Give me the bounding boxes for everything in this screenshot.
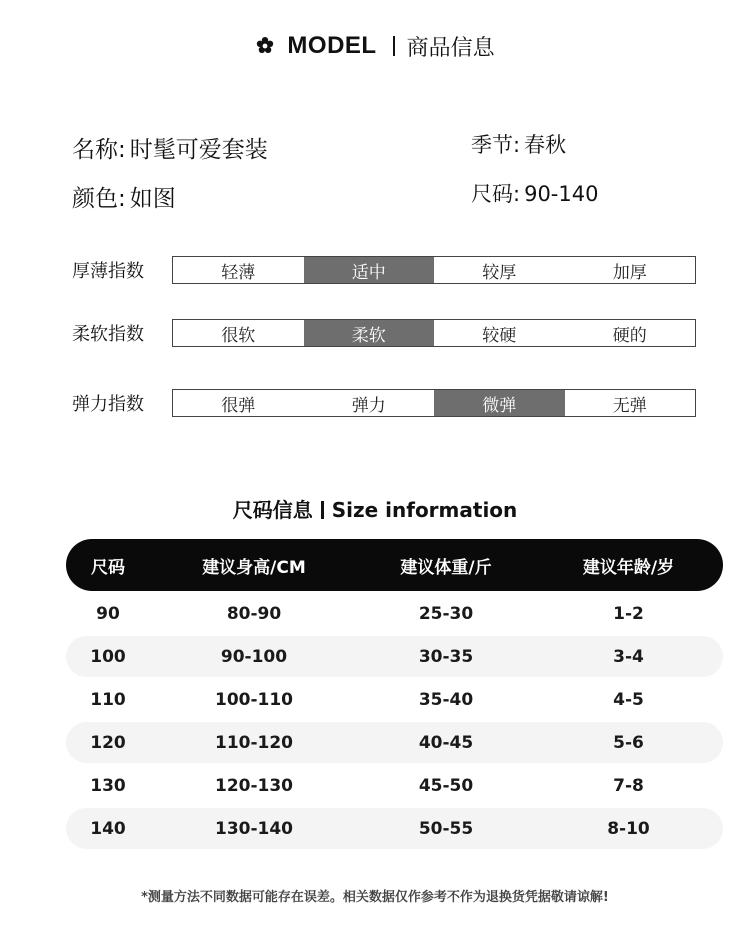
- elasticity-scale-bar: [172, 389, 696, 417]
- scale-option: 硬的: [612, 325, 647, 346]
- size-title-en: Size information: [331, 498, 518, 522]
- info-size-value: 90-140: [524, 182, 599, 206]
- header-size: 尺码: [91, 557, 125, 578]
- scale-option: 无弹: [612, 395, 647, 416]
- cell-size: 110: [90, 689, 126, 710]
- scale-option: 较厚: [482, 262, 517, 283]
- header-weight: 建议体重/斤: [400, 557, 492, 578]
- table-row: [66, 593, 723, 634]
- gear-flower-icon: [255, 36, 275, 56]
- softness-scale: [72, 319, 647, 347]
- cell-height: 100-110: [214, 689, 294, 710]
- brand-name: MODEL: [287, 32, 377, 59]
- elasticity-scale: [72, 389, 647, 417]
- scale-option: 微弹: [434, 390, 565, 416]
- info-name-value: 时髦可爱套装: [129, 137, 268, 163]
- info-color-label: 颜色:: [72, 186, 126, 212]
- scale-option: 很弹: [221, 395, 256, 416]
- info-name: [72, 131, 268, 164]
- softness-scale-label: 柔软指数: [72, 324, 144, 345]
- scale-option: 较硬: [482, 325, 517, 346]
- cell-size: 100: [90, 646, 126, 667]
- table-row: [66, 808, 723, 849]
- size-title-cn: 尺码信息: [232, 498, 313, 522]
- info-size: [471, 178, 598, 208]
- cell-weight: 25-30: [418, 603, 474, 624]
- disclaimer-note: *测量方法不同数据可能存在误差。相关数据仅作参考不作为退换货凭据敬请谅解!: [141, 890, 609, 905]
- thickness-scale: [72, 256, 647, 284]
- cell-height: 90-100: [220, 646, 288, 667]
- scale-option: 轻薄: [221, 262, 256, 283]
- cell-age: 3-4: [613, 646, 644, 667]
- scale-option: 柔软: [304, 320, 435, 346]
- table-row: [66, 722, 723, 763]
- header-age: 建议年龄/岁: [582, 557, 675, 578]
- cell-weight: 45-50: [418, 775, 474, 796]
- page-title: 商品信息: [406, 35, 495, 61]
- cell-age: 8-10: [607, 818, 650, 839]
- thickness-scale-label: 厚薄指数: [72, 261, 144, 282]
- cell-age: 4-5: [613, 689, 644, 710]
- size-section-title: [0, 494, 750, 523]
- scale-option: 很软: [221, 325, 256, 346]
- info-season-label: 季节:: [471, 133, 521, 157]
- size-table: [66, 539, 723, 849]
- thickness-scale-bar: [172, 256, 696, 284]
- cell-height: 80-90: [226, 603, 282, 624]
- size-title-divider: [321, 501, 324, 519]
- cell-weight: 40-45: [418, 732, 474, 753]
- header-height: 建议身高/CM: [202, 557, 306, 578]
- cell-weight: 35-40: [418, 689, 474, 710]
- cell-height: 120-130: [214, 775, 294, 796]
- info-color-value: 如图: [129, 186, 176, 212]
- scale-option: 弹力: [351, 395, 386, 416]
- scale-option: 加厚: [612, 262, 647, 283]
- info-name-label: 名称:: [72, 137, 126, 163]
- cell-height: 130-140: [214, 818, 294, 839]
- info-size-label: 尺码:: [471, 182, 521, 206]
- page-header: [0, 28, 750, 64]
- cell-age: 7-8: [613, 775, 644, 796]
- cell-age: 1-2: [613, 603, 644, 624]
- elasticity-scale-label: 弹力指数: [72, 394, 144, 415]
- scale-option: 适中: [304, 257, 435, 283]
- cell-size: 140: [90, 818, 126, 839]
- info-season-value: 春秋: [524, 133, 567, 157]
- cell-age: 5-6: [613, 732, 644, 753]
- cell-size: 120: [90, 732, 126, 753]
- table-row: [66, 679, 723, 720]
- info-season: [471, 129, 566, 159]
- table-row: [66, 636, 723, 677]
- softness-scale-bar: [172, 319, 696, 347]
- table-header: [66, 539, 723, 591]
- cell-size: 90: [96, 603, 120, 624]
- table-row: [66, 765, 723, 806]
- cell-size: 130: [90, 775, 126, 796]
- cell-weight: 50-55: [418, 818, 474, 839]
- info-color: [72, 180, 176, 213]
- header-divider: [393, 36, 395, 56]
- cell-height: 110-120: [214, 732, 294, 753]
- cell-weight: 30-35: [418, 646, 474, 667]
